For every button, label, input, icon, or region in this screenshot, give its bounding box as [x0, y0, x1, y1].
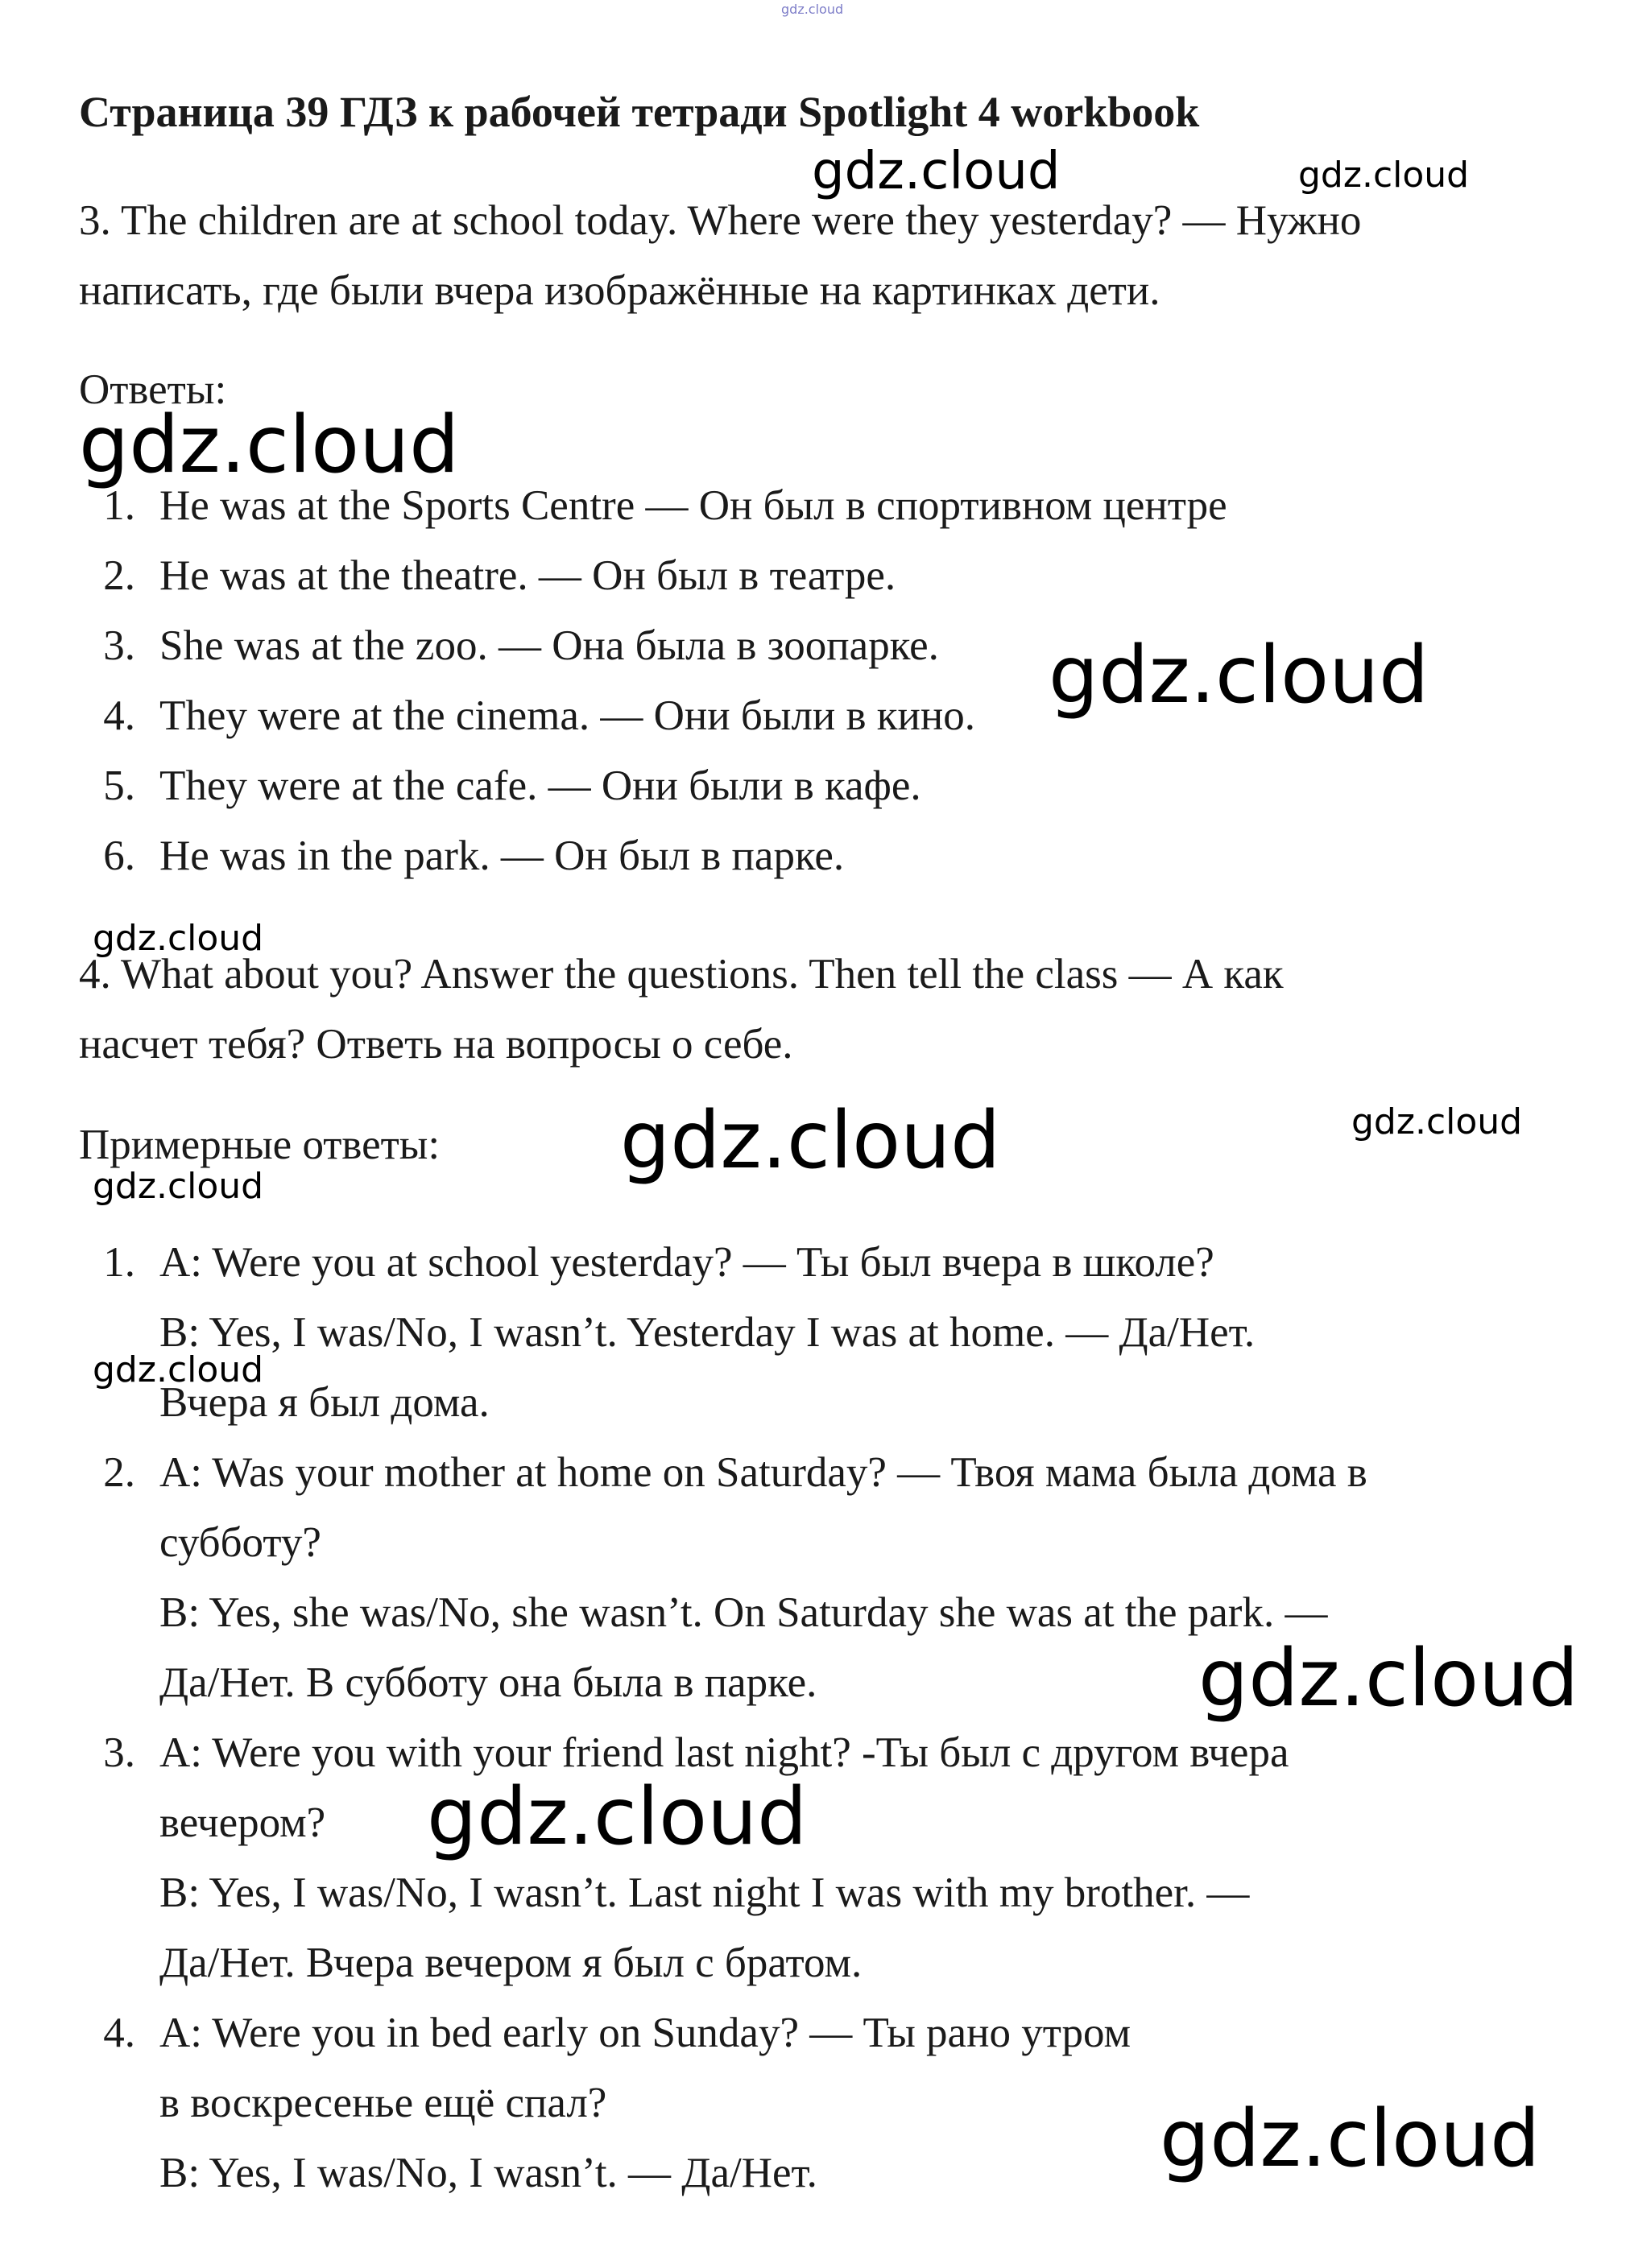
item-number: 4. [103, 692, 135, 739]
watermark: gdz.cloud [1351, 1101, 1523, 1142]
item-text: She was at the zoo. — Она была в зоопарке. [159, 622, 939, 669]
item-number: 5. [103, 762, 135, 809]
watermark: gdz.cloud [79, 399, 460, 491]
item-number: 3. [103, 1729, 135, 1776]
answer-line: A: Was your mother at home on Saturday? — Твоя мама была дома в [159, 1449, 1367, 1496]
watermark: gdz.cloud [93, 918, 264, 959]
item-number: 1. [103, 482, 135, 529]
answer-line: B: Yes, she was/No, she wasn’t. On Saturday she was at the park. — [159, 1589, 1328, 1636]
watermark: gdz.cloud [812, 142, 1061, 201]
answer-line: вечером? [159, 1799, 326, 1846]
item-number: 6. [103, 832, 135, 879]
answer-line: Да/Нет. Вчера вечером я был с братом. [159, 1940, 863, 1986]
answer-line: B: Yes, I was/No, I wasn’t. — Да/Нет. [159, 2150, 817, 2196]
answer-line: Да/Нет. В субботу она была в парке. [159, 1659, 817, 1706]
item-number: 4. [103, 2010, 135, 2056]
task3-line2: написать, где были вчера изображённые на картинках дети. [79, 267, 1160, 314]
watermark: gdz.cloud [1298, 155, 1470, 196]
item-text: They were at the cafe. — Они были в кафе. [159, 762, 921, 809]
answer-line: A: Were you at school yesterday? — Ты был вчера в школе? [159, 1239, 1214, 1286]
task3-line1: 3. The children are at school today. Where were they yesterday? — Нужно [79, 197, 1362, 244]
answer-line: A: Were you in bed early on Sunday? — Ты рано утром [159, 2010, 1131, 2056]
item-text: He was at the theatre. — Он был в театре. [159, 552, 896, 599]
item-number: 2. [103, 552, 135, 599]
watermark: gdz.cloud [1049, 630, 1429, 721]
answer-line: в воскресенье ещё спал? [159, 2080, 607, 2126]
task4-line2: насчет тебя? Ответь на вопросы о себе. [79, 1021, 793, 1068]
item-number: 3. [103, 622, 135, 669]
answer-line: субботу? [159, 1519, 321, 1566]
answer-line: A: Were you with your friend last night? -Ты был с другом вчера [159, 1729, 1289, 1776]
item-text: They were at the cinema. — Они были в кино. [159, 692, 976, 739]
watermark: gdz.cloud [427, 1771, 808, 1863]
item-number: 1. [103, 1239, 135, 1286]
watermark: gdz.cloud [620, 1095, 1001, 1187]
task4-line1: 4. What about you? Answer the questions. Then tell the class — А как [79, 951, 1284, 998]
watermark: gdz.cloud [1160, 2093, 1541, 2185]
task4-answers-label: Примерные ответы: [79, 1122, 441, 1168]
watermark: gdz.cloud [93, 1166, 264, 1207]
answer-line: B: Yes, I was/No, I wasn’t. Last night I was with my brother. — [159, 1869, 1250, 1916]
answer-line: B: Yes, I was/No, I wasn’t. Yesterday I was at home. — Да/Нет. [159, 1309, 1256, 1356]
answer-line: Вчера я был дома. [159, 1379, 490, 1426]
task3-answers-label: Ответы: [79, 366, 227, 413]
top-watermark: gdz.cloud [781, 2, 844, 17]
watermark: gdz.cloud [93, 1349, 264, 1390]
page-title: Страница 39 ГДЗ к рабочей тетради Spotlight 4 workbook [79, 88, 1200, 136]
item-text: He was at the Sports Centre — Он был в спортивном центре [159, 482, 1227, 529]
item-number: 2. [103, 1449, 135, 1496]
item-text: He was in the park. — Он был в парке. [159, 832, 845, 879]
watermark: gdz.cloud [1198, 1633, 1579, 1725]
